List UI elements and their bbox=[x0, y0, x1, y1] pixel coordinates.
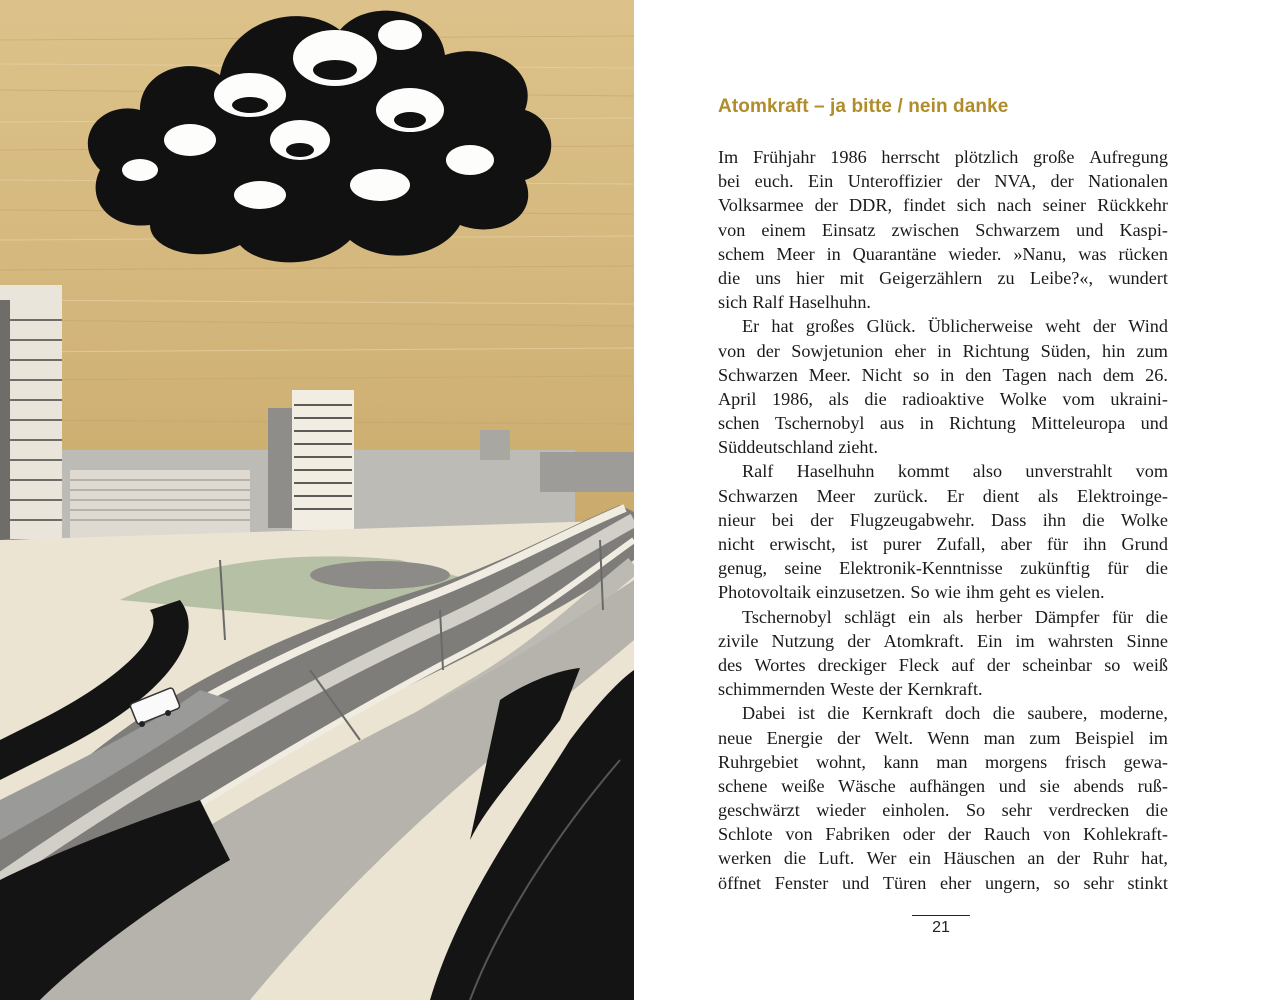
page-number: 21 bbox=[932, 919, 950, 936]
text-line: Schlote von Fabriken oder der Rauch von Kohlekraft- bbox=[718, 824, 1168, 845]
text-line: nicht erwischt, ist purer Zufall, aber für ihn Grund bbox=[718, 534, 1168, 554]
text-line: Volksarmee der DDR, findet sich nach seiner Rückkehr bbox=[718, 195, 1168, 216]
text-line: von der Sowjetunion eher in Richtung Süden, hin zum bbox=[718, 340, 1168, 361]
text-line: genug, seine Elektronik-Kenntnisse zukünftig für die bbox=[718, 558, 1168, 579]
center-tower bbox=[268, 390, 354, 530]
text-line: die uns hier mit Geigerzählern zu Leibe?«, wundert bbox=[718, 267, 1168, 288]
text-line: Ralf Haselhuhn kommt also unverstrahlt vom bbox=[742, 461, 1168, 482]
text-line: April 1986, als die radioaktive Wolke vom ukraini- bbox=[718, 388, 1168, 409]
text-line: des Wortes dreckiger Fleck auf der scheinbar so weiß bbox=[718, 654, 1168, 675]
text-line: nieur bei der Flugzeugabwehr. Dass ihn die Wolke bbox=[718, 509, 1168, 530]
folio-rule bbox=[912, 915, 970, 916]
text-line: Tschernobyl schlägt ein als herber Dämpfer für die bbox=[742, 606, 1168, 627]
text-line: öffnet Fenster und Türen eher ungern, so sehr stinkt bbox=[718, 872, 1168, 893]
text-line: schem Meer in Quarantäne wieder. »Nanu, was rücken bbox=[718, 243, 1168, 264]
body-text bbox=[718, 145, 1168, 895]
text-page bbox=[634, 0, 1268, 1000]
text-line: werken die Luft. Wer ein Häuschen an der Ruhr hat, bbox=[718, 848, 1168, 869]
chapter-heading: Atomkraft – ja bitte / nein danke bbox=[718, 96, 1009, 117]
text-line: von einem Einsatz zwischen Schwarzem und Kaspi- bbox=[718, 219, 1168, 240]
text-line: Süddeutschland zieht. bbox=[718, 437, 879, 458]
text-line: schimmernden Weste der Kernkraft. bbox=[718, 679, 983, 700]
text-line: schen Tschernobyl aus in Richtung Mitteleuropa und bbox=[718, 413, 1168, 434]
text-line: Im Frühjahr 1986 herrscht plötzlich große Aufregung bbox=[718, 147, 1168, 167]
text-line: Schwarzen Meer. Nicht so in den Tagen nach dem 26. bbox=[718, 364, 1168, 385]
text-line: neue Energie der Welt. Wenn man zum Beispiel im bbox=[718, 727, 1168, 748]
text-line: Photovoltaik einzusetzen. So wie ihm geht es vielen. bbox=[718, 582, 1105, 603]
text-line: Schwarzen Meer zurück. Er dient als Elektroinge- bbox=[718, 485, 1168, 506]
text-line: geschwärzt wieder einholen. So sehr verdrecken die bbox=[718, 800, 1168, 821]
text-line: zivile Nutzung der Atomkraft. Ein im wahrsten Sinne bbox=[718, 630, 1168, 651]
text-line: schene weiße Wäsche aufhängen und sie abends ruß- bbox=[718, 775, 1168, 796]
text-line: Ruhrgebiet wohnt, kann man morgens frisch gewa- bbox=[718, 751, 1168, 772]
text-line: Er hat großes Glück. Üblicherweise weht der Wind bbox=[742, 316, 1168, 337]
text-line: sich Ralf Haselhuhn. bbox=[718, 292, 871, 313]
text-line: bei euch. Ein Unteroffizier der NVA, der Nationalen bbox=[718, 171, 1168, 192]
text-line: Dabei ist die Kernkraft doch die saubere, moderne, bbox=[742, 703, 1168, 724]
